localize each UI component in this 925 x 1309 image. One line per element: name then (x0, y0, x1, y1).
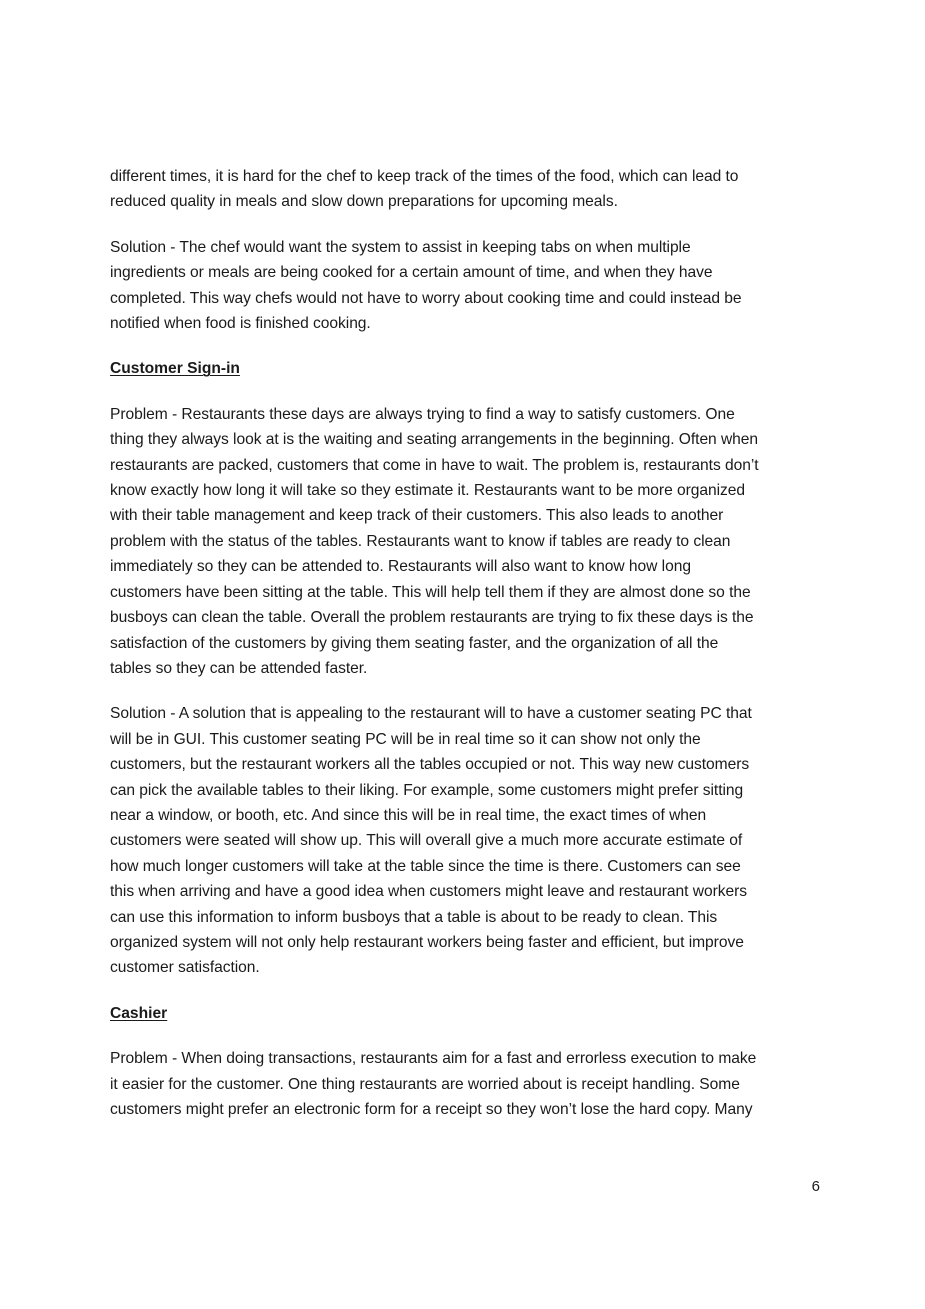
text-line: how much longer customers will take at the table since the time is there. Customers can see (110, 857, 741, 875)
text-line: will be in GUI. This customer seating PC will be in real time so it can show not only the (110, 730, 701, 748)
paragraph-customer-sign-in-problem (110, 402, 818, 681)
text-line: customers might prefer an electronic form for a receipt so they won’t lose the hard copy. Many (110, 1101, 753, 1118)
text-line: notified when food is finished cooking. (110, 315, 371, 333)
paragraph-customer-sign-in-solution (110, 701, 818, 980)
text-line: customers, but the restaurant workers all the tables occupied or not. This way new customers (110, 756, 750, 774)
text-line: customers have been sitting at the table. This will help tell them if they are almost done so the (110, 583, 751, 601)
text-line: Problem - When doing transactions, restaurants aim for a fast and errorless execution to make (110, 1050, 757, 1068)
paragraph-cashier-problem (110, 1046, 818, 1122)
text-line: reduced quality in meals and slow down preparations for upcoming meals. (110, 193, 618, 211)
text-line: organized system will not only help restaurant workers being faster and efficient, but improve (110, 933, 744, 951)
text-line: it easier for the customer. One thing restaurants are worried about is receipt handling. Some (110, 1075, 740, 1093)
page-content (110, 164, 818, 1142)
text-line: satisfaction of the customers by giving them seating faster, and the organization of all the (110, 634, 719, 652)
page-number: 6 (811, 1178, 820, 1195)
text-line: immediately so they can be attended to. Restaurants will also want to know how long (110, 558, 691, 576)
text-line: with their table management and keep track of their customers. This also leads to another (110, 507, 724, 525)
text-line: thing they always look at is the waiting and seating arrangements in the beginning. Often when (110, 431, 759, 449)
text-line: know exactly how long it will take so they estimate it. Restaurants want to be more organized (110, 482, 746, 500)
text-line: tables so they can be attended faster. (110, 659, 368, 677)
paragraph-chef-problem-continued (110, 164, 818, 215)
text-line: Solution - The chef would want the system to assist in keeping tabs on when multiple (110, 238, 691, 256)
paragraph-chef-solution (110, 235, 818, 337)
text-line: Solution - A solution that is appealing to the restaurant will to have a customer seating PC that (110, 705, 752, 723)
text-line: can use this information to inform busboys that a table is about to be ready to clean. This (110, 908, 718, 926)
text-line: completed. This way chefs would not have to worry about cooking time and could instead be (110, 289, 742, 307)
section-heading-cashier: Cashier (110, 1004, 168, 1022)
text-line: customers were seated will show up. This will overall give a much more accurate estimate of (110, 832, 743, 850)
text-line: customer satisfaction. (110, 959, 260, 977)
text-line: busboys can clean the table. Overall the problem restaurants are trying to fix these days is the (110, 609, 754, 627)
text-line: ingredients or meals are being cooked for a certain amount of time, and when they have (110, 264, 713, 282)
text-line: Problem - Restaurants these days are always trying to find a way to satisfy customers. One (110, 405, 735, 423)
section-heading-customer-sign-in: Customer Sign-in (110, 360, 240, 378)
text-line: different times, it is hard for the chef to keep track of the times of the food, which can lead to (110, 168, 739, 185)
text-line: restaurants are packed, customers that come in have to wait. The problem is, restaurants don’t (110, 456, 759, 474)
text-line: this when arriving and have a good idea when customers might leave and restaurant workers (110, 883, 747, 901)
text-line: can pick the available tables to their liking. For example, some customers might prefer sitting (110, 781, 744, 799)
text-line: problem with the status of the tables. Restaurants want to know if tables are ready to clean (110, 532, 731, 550)
text-line: near a window, or booth, etc. And since this will be in real time, the exact times of when (110, 806, 707, 824)
